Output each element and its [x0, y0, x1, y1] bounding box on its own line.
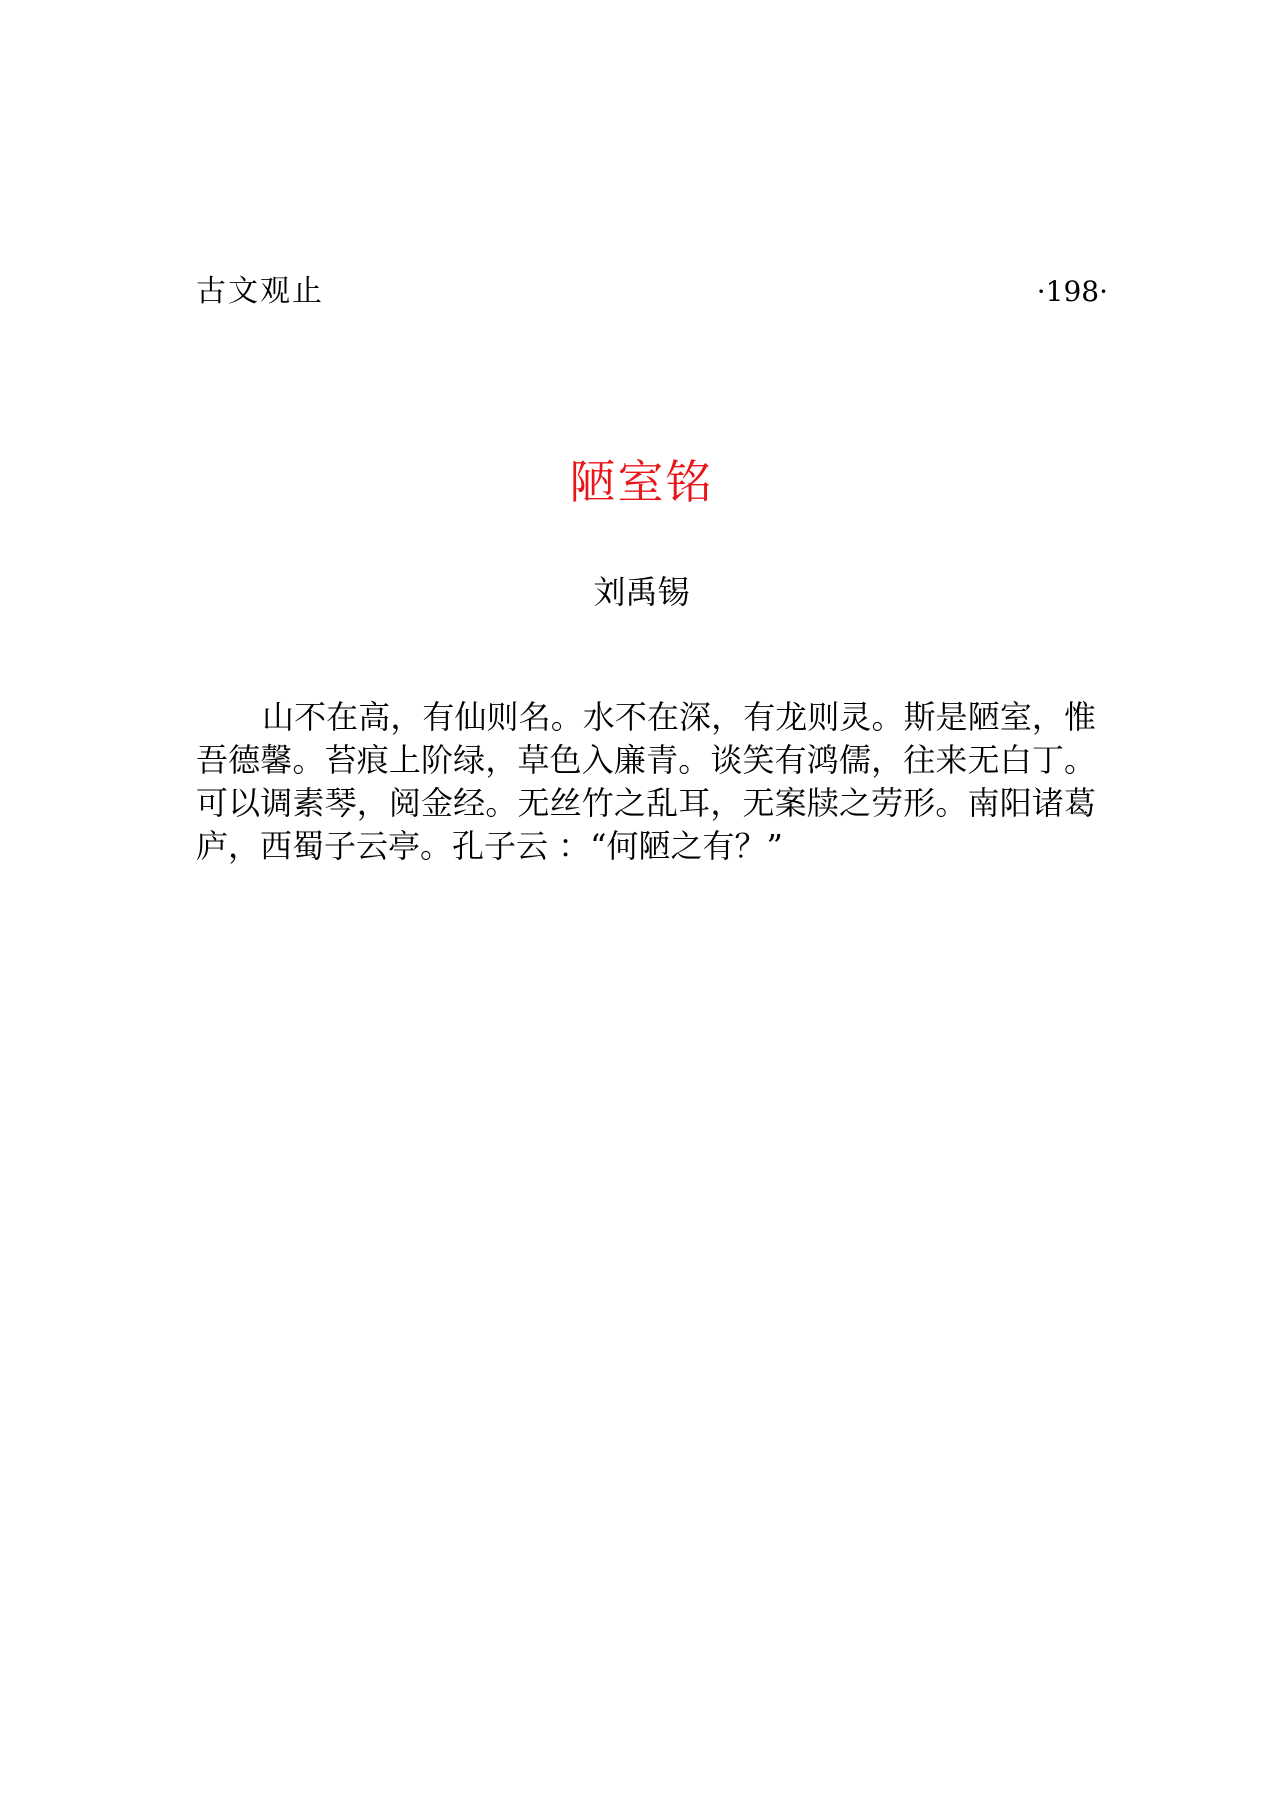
essay-body: 山不在高，有仙则名。水不在深，有龙则灵。斯是陋室，惟吾德馨。苔痕上阶绿，草色入廉青。谈笑有鸿儒，往来无白丁。可以调素琴，阅金经。无丝竹之乱耳，无案牍之劳形。南阳诸葛庐，西蜀子云亭。孔子云 ：“何陋之有？” — [196, 698, 1096, 865]
book-title: 古文观止 — [196, 274, 324, 309]
essay-author: 刘禹锡 — [593, 573, 690, 611]
page-number: ·198· — [1036, 275, 1108, 308]
essay-title: 陋室铭 — [569, 455, 714, 509]
running-header — [196, 272, 1108, 312]
